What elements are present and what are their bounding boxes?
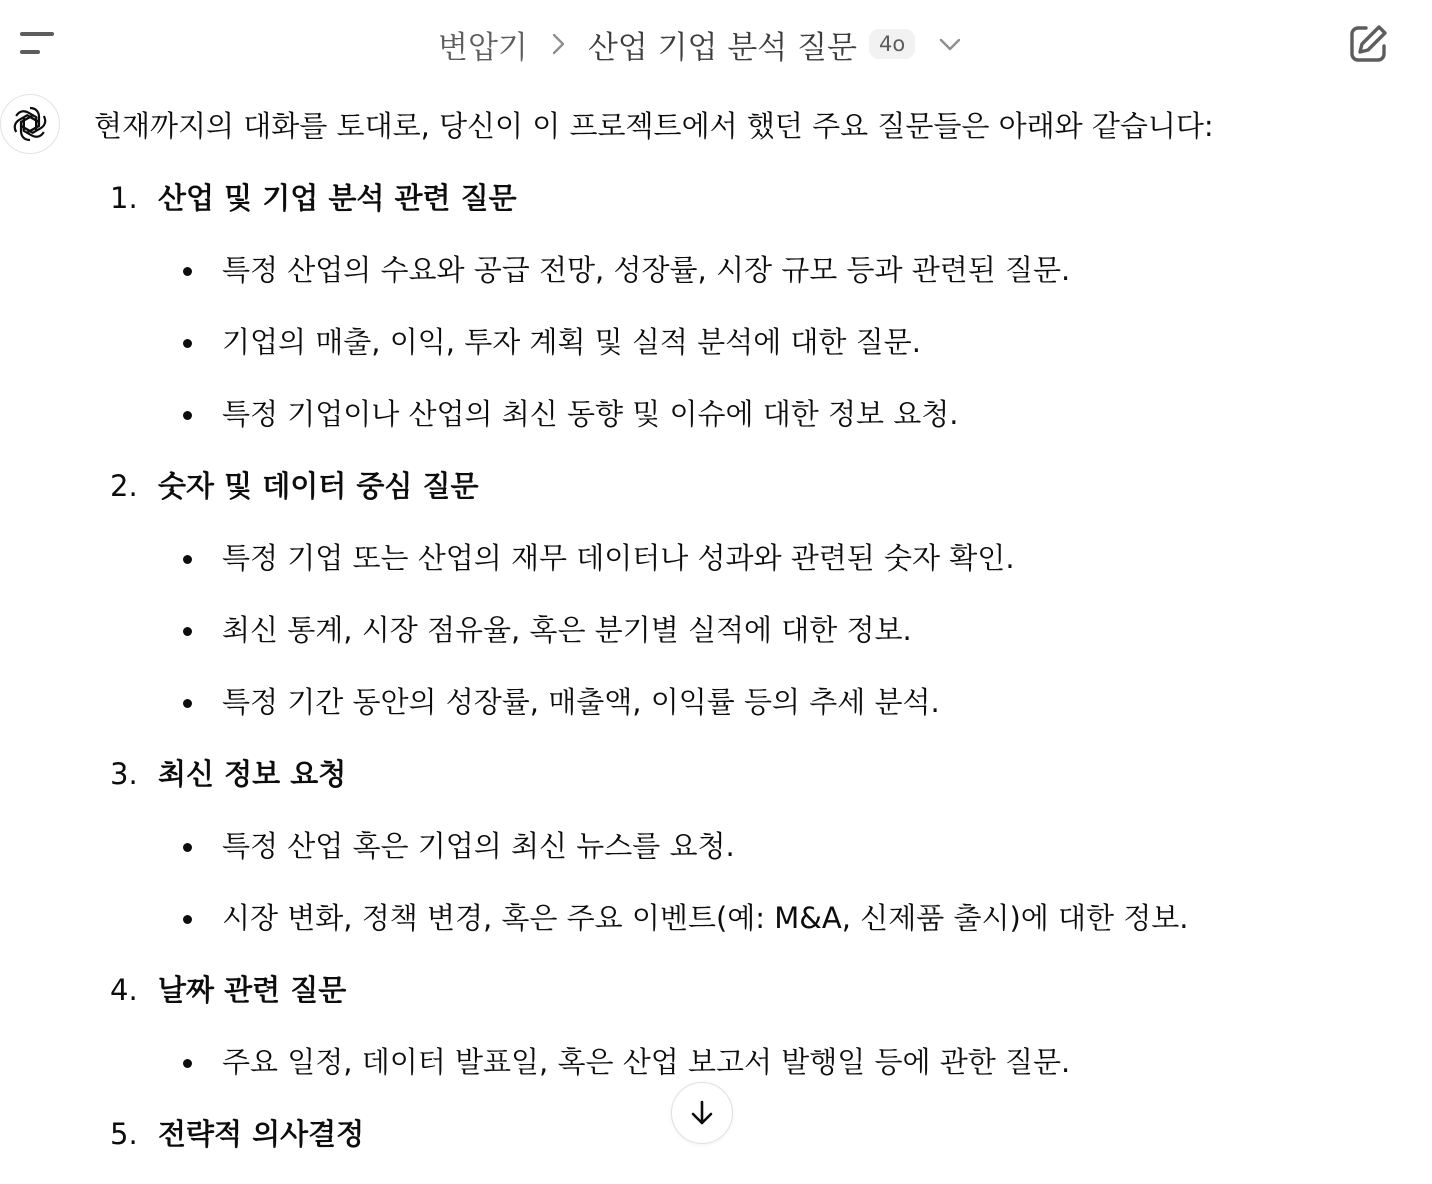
top-bar: [0, 0, 1432, 88]
arrow-down-icon: [687, 1098, 717, 1128]
assistant-avatar: [0, 94, 60, 154]
bullet-dot: [183, 699, 192, 708]
bullet-dot: [183, 1059, 192, 1068]
new-chat-button[interactable]: [1346, 22, 1390, 66]
section-number: 4.: [110, 973, 138, 1007]
section-heading: 숫자 및 데이터 중심 질문: [158, 469, 479, 503]
bullet-dot: [183, 339, 192, 348]
list-item-text: 특정 기업 또는 산업의 재무 데이터나 성과와 관련된 숫자 확인.: [222, 541, 1015, 575]
list-item-text: 주요 일정, 데이터 발표일, 혹은 산업 보고서 발행일 등에 관한 질문.: [222, 1045, 1071, 1079]
bullet-dot: [183, 843, 192, 852]
section-title-1: [110, 176, 517, 220]
section-title-2: [110, 464, 479, 508]
project-name[interactable]: 변압기: [438, 29, 528, 66]
list-item-text: 특정 기간 동안의 성장률, 매출액, 이익률 등의 추세 분석.: [222, 685, 940, 719]
list-item-text: 최신 통계, 시장 점유율, 혹은 분기별 실적에 대한 정보.: [222, 613, 912, 647]
section-title-5: [110, 1112, 364, 1156]
message-intro: 현재까지의 대화를 토대로, 당신이 이 프로젝트에서 했던 주요 질문들은 아래와 같습니다:: [94, 109, 1214, 143]
menu-button[interactable]: [18, 30, 58, 58]
section-title-3: [110, 752, 346, 796]
section-heading: 날짜 관련 질문: [158, 973, 347, 1007]
breadcrumb: [438, 18, 965, 70]
chevron-down-icon[interactable]: [935, 29, 965, 59]
bullet-dot: [183, 267, 192, 276]
list-item-text: 기업의 매출, 이익, 투자 계획 및 실적 분석에 대한 질문.: [222, 325, 921, 359]
section-title-4: [110, 968, 346, 1012]
bullet-dot: [183, 411, 192, 420]
section-number: 2.: [110, 469, 138, 503]
list-item-text: 특정 기업이나 산업의 최신 동향 및 이슈에 대한 정보 요청.: [222, 397, 959, 431]
bullet-dot: [183, 627, 192, 636]
list-item-text: 특정 산업 혹은 기업의 최신 뉴스를 요청.: [222, 829, 735, 863]
edit-icon: [1346, 22, 1390, 66]
chevron-right-icon: [544, 29, 574, 59]
scroll-to-bottom-button[interactable]: [671, 1082, 733, 1144]
section-number: 3.: [110, 757, 138, 791]
section-number: 1.: [110, 181, 138, 215]
model-badge[interactable]: 4o: [869, 29, 915, 59]
openai-logo-icon: [10, 104, 50, 144]
bullet-dot: [183, 915, 192, 924]
list-item-text: 특정 산업의 수요와 공급 전망, 성장률, 시장 규모 등과 관련된 질문.: [222, 253, 1071, 287]
section-heading: 전략적 의사결정: [158, 1117, 365, 1151]
chat-title[interactable]: 산업 기업 분석 질문: [587, 29, 857, 66]
bullet-dot: [183, 555, 192, 564]
section-heading: 최신 정보 요청: [158, 757, 347, 791]
section-number: 5.: [110, 1117, 138, 1151]
list-item-text: 시장 변화, 정책 변경, 혹은 주요 이벤트(예: M&A, 신제품 출시)에 대한 정보.: [222, 901, 1189, 935]
section-heading: 산업 및 기업 분석 관련 질문: [158, 181, 517, 215]
